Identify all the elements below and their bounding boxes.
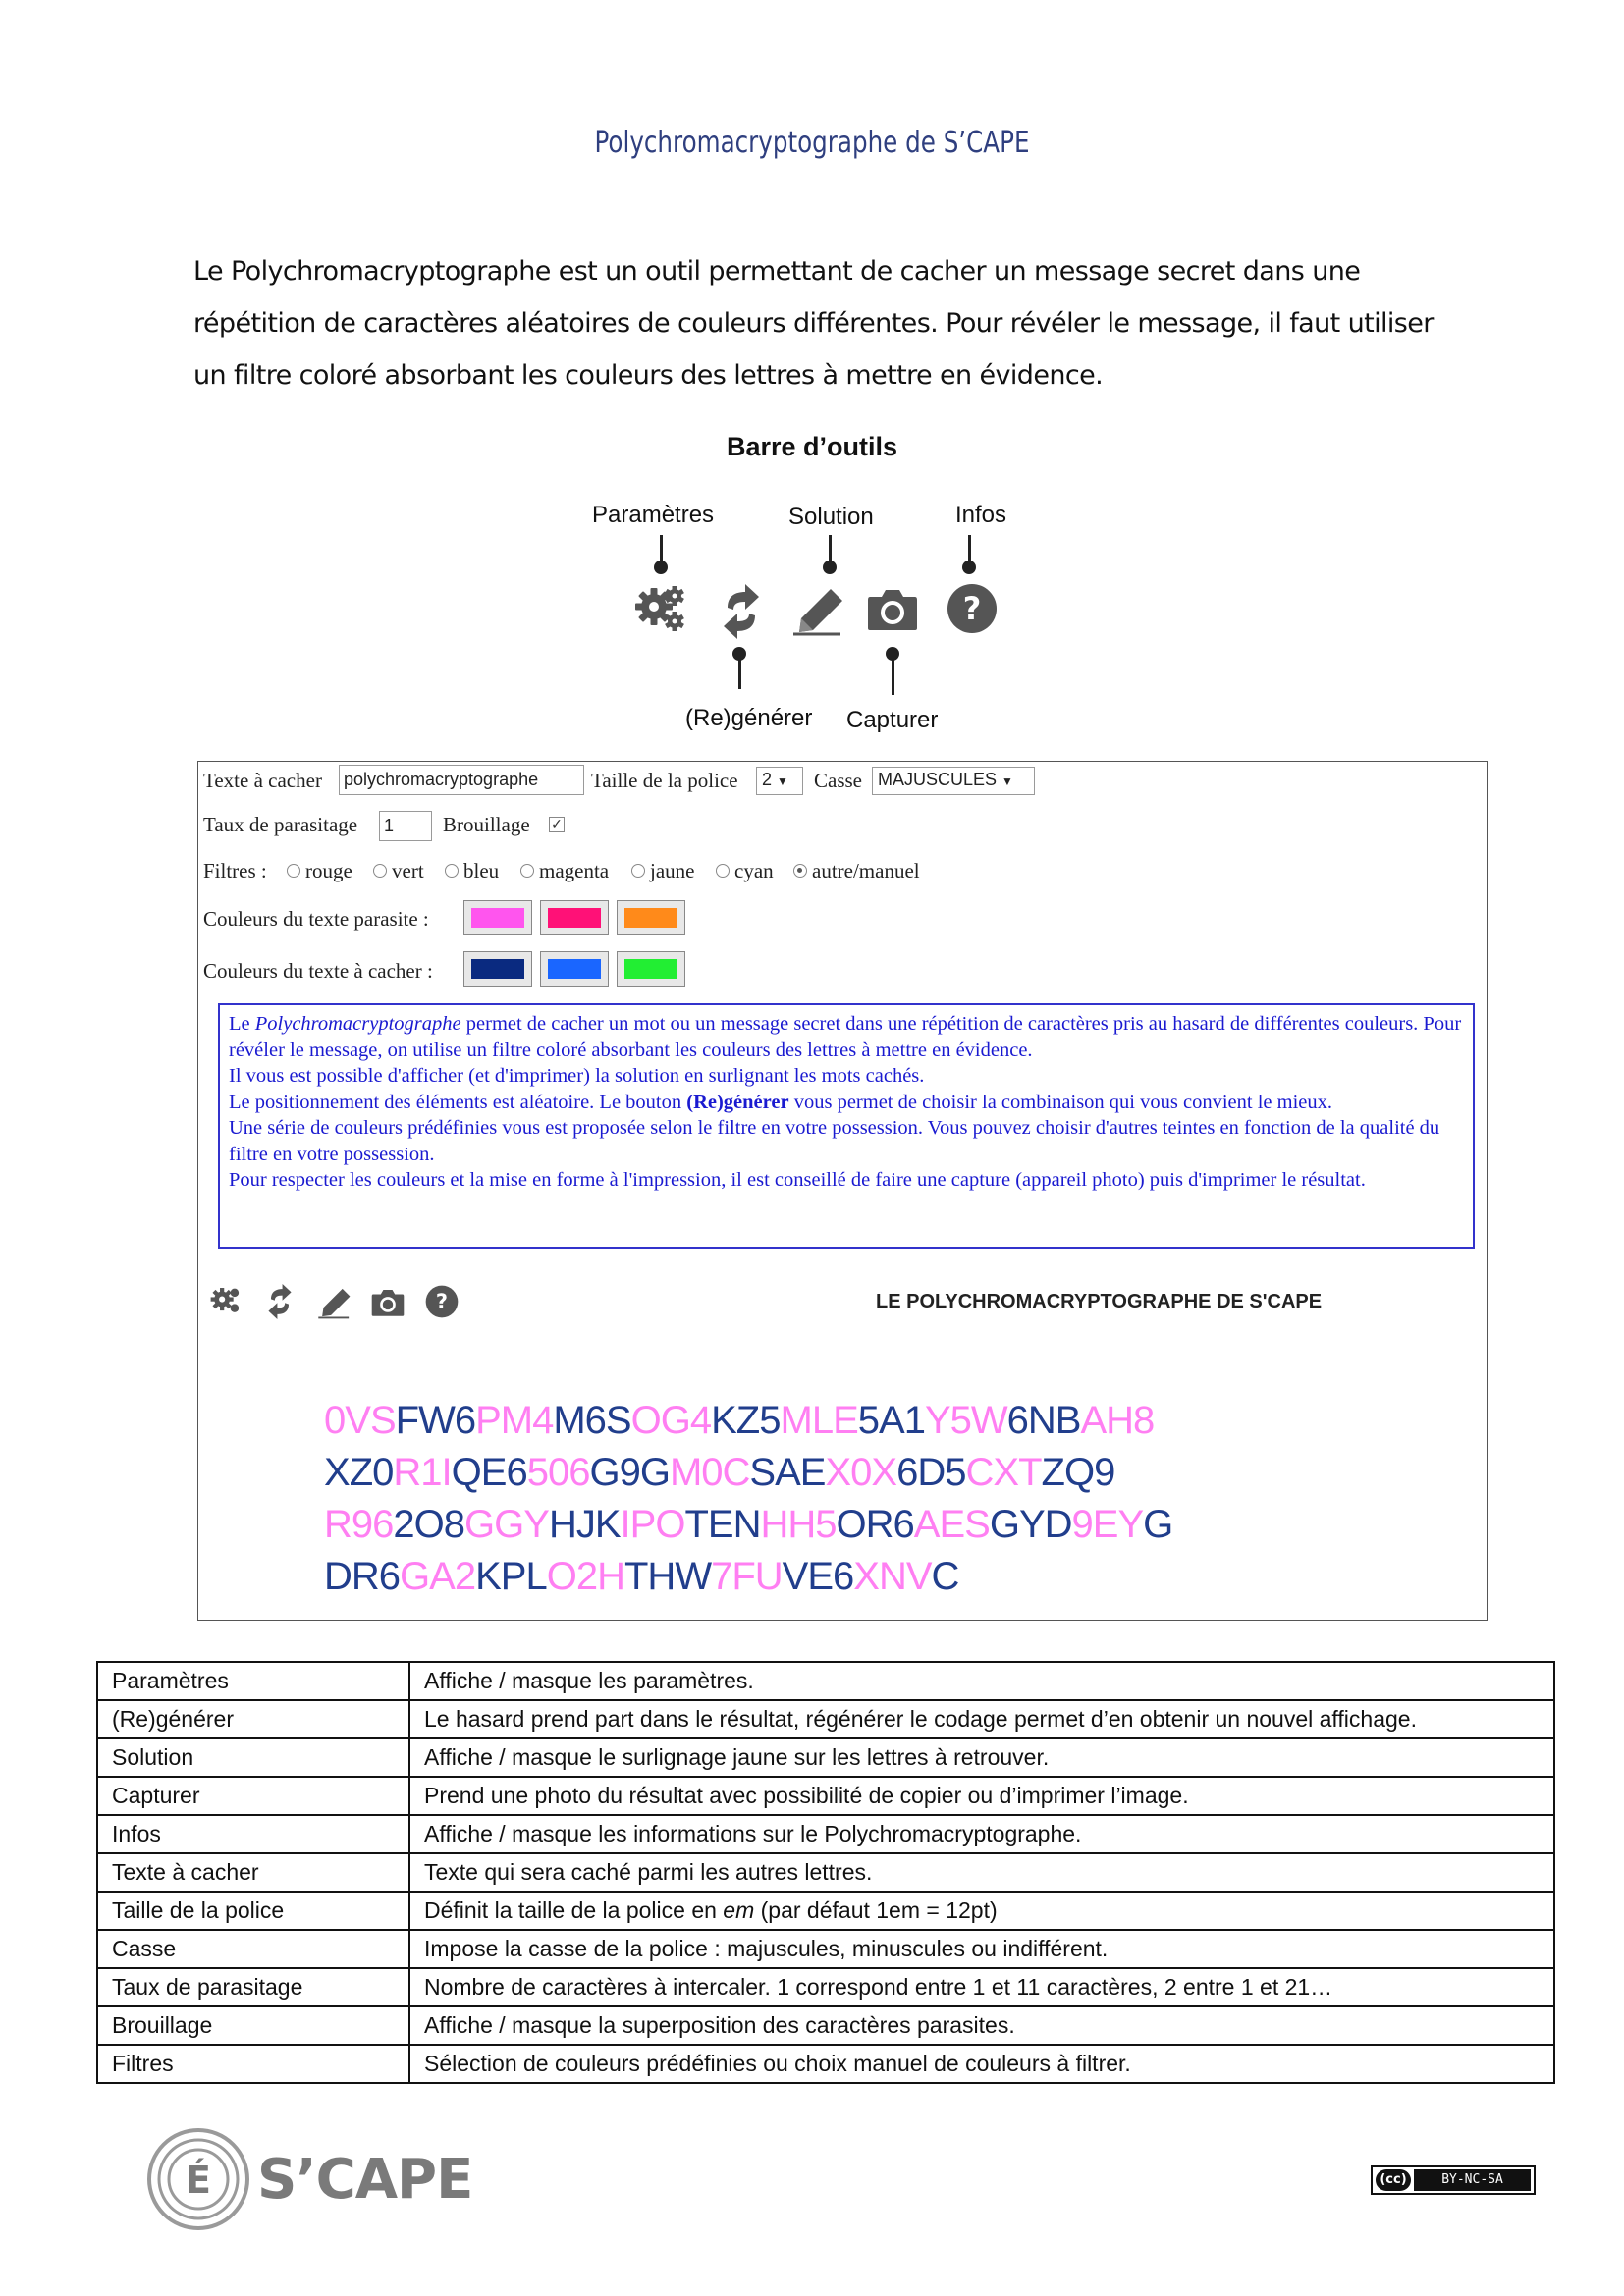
cipher-char: W [675,1555,712,1598]
cipher-char: E [480,1451,507,1494]
term-cell: Taille de la police [97,1892,409,1930]
pointer-dot [654,561,668,574]
svg-text:?: ? [962,590,982,627]
radio-button[interactable] [373,864,387,878]
casse-value: MAJUSCULES [878,770,998,789]
cipher-char: 0 [324,1399,346,1442]
hidden-color-swatch[interactable] [617,951,685,987]
cipher-char: N [878,1555,906,1598]
cipher-char: O [836,1503,866,1546]
cipher-char: M [500,1399,533,1442]
taux-label: Taux de parasitage [203,813,358,836]
cipher-char: 9 [619,1451,640,1494]
term-cell: Capturer [97,1777,409,1815]
cipher-char: 5 [949,1399,971,1442]
gears-icon [634,585,689,636]
cipher-char: H [760,1503,788,1546]
cipher-char: C [965,1451,994,1494]
taille-value: 2 [762,770,773,789]
desc-cell: Définit la taille de la police en em (par défaut 1em = 12pt) [409,1892,1554,1930]
cipher-char: C [722,1451,750,1494]
cipher-char: T [623,1555,648,1598]
cipher-char: E [833,1399,858,1442]
cipher-char: G [639,1451,670,1494]
cipher-char: D [917,1451,946,1494]
cipher-char: 6 [896,1451,918,1494]
cipher-char: C [931,1555,959,1598]
table-row [97,1968,1554,2006]
cipher-char: H [597,1555,624,1598]
info-box [218,1003,1475,1249]
refresh-icon[interactable] [267,1284,293,1319]
cipher-char: M [553,1399,585,1442]
label-solution: Solution [788,504,874,530]
cipher-char: X [324,1451,350,1494]
table-row [97,1853,1554,1892]
app-heading: LE POLYCHROMACRYPTOGRAPHE DE S'CAPE [876,1291,1323,1312]
term-cell: Infos [97,1815,409,1853]
term-cell: Brouillage [97,2006,409,2045]
cc-icon: (cc) [1376,2169,1411,2191]
filter-label: rouge [305,859,352,882]
license-text: BY-NC-SA [1414,2169,1531,2191]
term-cell: Casse [97,1930,409,1968]
cipher-char: U [754,1555,783,1598]
intro-paragraph: Le Polychromacryptographe est un outil permettant de cacher un message secret dans une répétition de caractères aléatoires de couleurs différentes. Pour révéler le message, il faut utiliser un filtre coloré absorbant les couleurs des lettres à mettre en évidence. [193,256,1434,391]
cipher-char: K [711,1399,736,1442]
cipher-char: A [913,1503,940,1546]
cipher-char: 1 [903,1399,925,1442]
pointer-dot [962,561,976,574]
label-capturer: Capturer [846,707,939,733]
cipher-char: I [620,1503,630,1546]
info-paragraph: Il vous est possible d'afficher (et d'imprimer) la solution en surlignant les mots cachés. [229,1065,925,1087]
filter-option-magenta[interactable] [520,859,609,883]
cipher-char: K [475,1555,501,1598]
camera-icon [866,587,919,632]
cipher-char: W [970,1399,1007,1442]
texte-label: Texte à cacher [203,769,322,792]
cipher-line [324,1399,1154,1443]
info-paragraph: Le Polychromacryptographe permet de cacher un mot ou un message secret dans une répétition de caractères pris au hasard de différentes couleurs. Pour révéler le message, on utilise un filtre coloré absorbant les couleurs des lettres à mettre en évidence. [229,1013,1462,1061]
question-icon[interactable] [425,1285,459,1318]
cipher-char: H [1106,1399,1134,1442]
cipher-char: 2 [575,1555,598,1598]
cipher-char: M [780,1399,812,1442]
dropdown-arrow-icon: ▼ [777,774,788,788]
filter-option-autre[interactable] [793,859,920,883]
cipher-char: Y [1117,1503,1144,1546]
cipher-line [324,1503,1172,1547]
cipher-char: 5 [945,1451,966,1494]
cipher-char: G [660,1399,690,1442]
hidden-color-swatch[interactable] [540,951,609,987]
term-cell: (Re)générer [97,1700,409,1738]
cipher-char: 6 [568,1451,590,1494]
cipher-char: G [400,1555,430,1598]
document-title: Polychromacryptographe de S’CAPE [594,126,1030,160]
cipher-char: X [825,1451,851,1494]
camera-icon[interactable] [370,1288,406,1317]
cipher-char: G [1143,1503,1173,1546]
term-cell: Paramètres [97,1662,409,1700]
cipher-char: 5 [815,1503,837,1546]
filter-option-rouge[interactable] [287,859,352,883]
desc-cell: Affiche / masque les informations sur le Polychromacryptographe. [409,1815,1554,1853]
cipher-char: 5 [857,1399,879,1442]
cipher-char: R [324,1503,352,1546]
cipher-char: B [1055,1399,1081,1442]
cipher-char: J [575,1503,595,1546]
taux-input[interactable] [379,811,432,841]
cipher-char: 6 [506,1451,527,1494]
cipher-char: M [669,1451,702,1494]
cipher-char: A [1080,1399,1107,1442]
desc-cell: Texte qui sera caché parmi les autres lettres. [409,1853,1554,1892]
filter-label: vert [392,859,424,882]
desc-cell: Sélection de couleurs prédéfinies ou choix manuel de couleurs à filtrer. [409,2045,1554,2083]
casse-select[interactable] [872,767,1035,795]
cipher-char: 8 [1133,1399,1155,1442]
filter-label: magenta [539,859,610,882]
filter-option-bleu[interactable] [445,859,499,883]
desc-cell: Prend une photo du résultat avec possibilité de copier ou d’imprimer l’image. [409,1777,1554,1815]
cipher-char: 9 [351,1503,373,1546]
cipher-char: 6 [584,1399,606,1442]
cipher-char: O [546,1555,576,1598]
cipher-char: P [500,1555,526,1598]
cipher-char: L [525,1555,547,1598]
brouillage-label: Brouillage [443,813,530,836]
cipher-char: 7 [711,1555,732,1598]
texte-input[interactable] [339,765,584,795]
table-row [97,1815,1554,1853]
cipher-char: E [707,1503,733,1546]
radio-button[interactable] [716,864,730,878]
parasite-color-swatch[interactable] [540,900,609,935]
cipher-char: G [589,1451,620,1494]
table-row [97,1700,1554,1738]
pencil-icon [791,585,846,636]
cipher-char: P [475,1399,501,1442]
cipher-char: 6 [893,1503,914,1546]
cipher-char: 2 [393,1503,414,1546]
taille-select[interactable] [756,767,803,795]
cipher-char: 0 [850,1451,872,1494]
question-icon [947,583,998,634]
cipher-char: W [418,1399,455,1442]
pointer-line [738,654,741,689]
filter-label: bleu [463,859,500,882]
cipher-char: 9 [1094,1451,1115,1494]
cipher-char: 0 [547,1451,569,1494]
pencil-icon[interactable] [317,1286,352,1319]
filter-label: cyan [734,859,774,882]
cipher-char: R [393,1451,421,1494]
cipher-char: 8 [443,1503,465,1546]
table-row [97,1892,1554,1930]
cipher-char: N [732,1503,761,1546]
desc-cell: Nombre de caractères à intercaler. 1 correspond entre 1 et 11 caractères, 2 entre 1 et 21… [409,1968,1554,2006]
cipher-char: 6 [1006,1399,1028,1442]
cipher-char: Y [1018,1503,1045,1546]
cipher-char: O [630,1399,661,1442]
cipher-char: T [684,1503,708,1546]
table-row [97,1930,1554,1968]
cipher-char: G [989,1503,1019,1546]
filter-option-cyan[interactable] [716,859,774,883]
cipher-char: Y [924,1399,950,1442]
cipher-char: Z [1041,1451,1064,1494]
info-paragraph: Pour respecter les couleurs et la mise en forme à l'impression, il est conseillé de faire une capture (appareil photo) puis d'imprimer le résultat. [229,1169,1366,1191]
parasite-color-swatch[interactable] [617,900,685,935]
cipher-char: H [548,1503,576,1546]
cipher-char: R [865,1503,893,1546]
cipher-char: P [629,1503,656,1546]
cipher-char: 4 [689,1399,712,1442]
cipher-char: F [395,1399,419,1442]
cipher-char: R [351,1555,379,1598]
info-paragraph: Une série de couleurs prédéfinies vous est proposée selon le filtre en votre possession. Vous pouvez choisir d'autres teintes en fonction de la qualité du filtre en votre possession. [229,1117,1440,1165]
cipher-char: E [939,1503,965,1546]
parasite-colors-label: Couleurs du texte parasite : [203,907,429,931]
desc-cell: Affiche / masque les paramètres. [409,1662,1554,1700]
cipher-char: 6 [454,1399,476,1442]
cipher-char: X [871,1451,897,1494]
cipher-char: Z [349,1451,373,1494]
pointer-dot [823,561,837,574]
cipher-char: X [993,1451,1019,1494]
cipher-line [324,1555,958,1599]
casse-label: Casse [814,769,862,792]
cipher-char: 6 [372,1503,394,1546]
cipher-char: V [905,1555,932,1598]
term-cell: Solution [97,1738,409,1777]
cipher-char: H [787,1503,816,1546]
cipher-char: A [879,1399,904,1442]
cipher-char: 5 [759,1399,781,1442]
cipher-char: Z [735,1399,760,1442]
cipher-char: A [775,1451,800,1494]
label-infos: Infos [955,502,1007,528]
filter-option-jaune[interactable] [631,859,694,883]
radio-button[interactable] [631,864,645,878]
table-row [97,2006,1554,2045]
toolbar-heading: Barre d’outils [726,432,898,461]
desc-cell: Affiche / masque la superposition des caractères parasites. [409,2006,1554,2045]
cipher-char: X [853,1555,879,1598]
cipher-char: 6 [833,1555,854,1598]
cipher-char: S [749,1451,776,1494]
cipher-char: Q [1063,1451,1095,1494]
filter-option-vert[interactable] [373,859,424,883]
radio-button[interactable] [287,864,300,878]
logo-text: S’CAPE [257,2148,473,2212]
term-cell: Filtres [97,2045,409,2083]
cipher-char: E [799,1451,826,1494]
cipher-line [324,1451,1114,1495]
cipher-char: K [594,1503,621,1546]
cipher-char: S [605,1399,631,1442]
cipher-char: G [494,1503,524,1546]
cipher-char: 5 [526,1451,548,1494]
cipher-char: T [1018,1451,1042,1494]
term-cell: Taux de parasitage [97,1968,409,2006]
term-cell: Texte à cacher [97,1853,409,1892]
scape-logo-icon [145,2126,251,2232]
cipher-char: 0 [701,1451,723,1494]
cipher-char: I [441,1451,452,1494]
desc-cell: Impose la casse de la police : majuscules, minuscules ou indifférent. [409,1930,1554,1968]
filtres-label: Filtres : [203,859,267,882]
radio-button[interactable] [520,864,534,878]
label-regenerer: (Re)générer [685,705,813,731]
license-badge [1371,2165,1536,2195]
table-row [97,1777,1554,1815]
cipher-char: S [964,1503,990,1546]
cipher-char: 2 [454,1555,476,1598]
cipher-char: S [369,1399,396,1442]
table-row [97,1738,1554,1777]
cipher-char: G [464,1503,495,1546]
cipher-char: E [807,1555,834,1598]
cipher-char: Y [523,1503,549,1546]
cipher-char: 4 [532,1399,554,1442]
radio-button-selected[interactable] [793,864,807,878]
cipher-char: N [1027,1399,1056,1442]
cipher-char: V [782,1555,808,1598]
filter-label: autre/manuel [812,859,920,882]
cipher-char: D [324,1555,352,1598]
desc-cell: Le hasard prend part dans le résultat, régénérer le codage permet d’en obtenir un nouvel affichage. [409,1700,1554,1738]
cipher-char: F [731,1555,755,1598]
dropdown-arrow-icon: ▼ [1001,774,1013,788]
cipher-char: 1 [420,1451,442,1494]
table-row [97,2045,1554,2083]
refresh-icon [722,584,761,639]
radio-button[interactable] [445,864,459,878]
hidden-color-swatch[interactable] [463,951,532,987]
pointer-line [892,654,894,695]
parasite-color-swatch[interactable] [463,900,532,935]
cipher-char: E [1092,1503,1118,1546]
label-parametres: Paramètres [592,502,715,528]
cipher-char: H [647,1555,676,1598]
cipher-char: 6 [378,1555,401,1598]
cipher-char: O [655,1503,685,1546]
brouillage-checkbox[interactable]: ✓ [549,817,565,832]
reference-table [96,1661,1555,2084]
cipher-char: 9 [1071,1503,1093,1546]
cipher-char: A [429,1555,455,1598]
hidden-colors-label: Couleurs du texte à cacher : [203,959,433,983]
cipher-char: Q [451,1451,481,1494]
cipher-char: D [1044,1503,1072,1546]
filter-label: jaune [650,859,695,882]
cipher-char: O [413,1503,444,1546]
taille-label: Taille de la police [591,769,738,792]
svg-text:?: ? [435,1290,449,1314]
cipher-char: V [345,1399,370,1442]
desc-cell: Affiche / masque le surlignage jaune sur les lettres à retrouver. [409,1738,1554,1777]
table-row [97,1662,1554,1700]
logo-letter: É [186,2159,211,2202]
info-paragraph: Le positionnement des éléments est aléatoire. Le bouton (Re)générer vous permet de choisir la combinaison qui vous convient le mieux. [229,1091,1332,1113]
gears-icon[interactable] [210,1286,244,1317]
cipher-output [324,1384,1404,1620]
cipher-char: 0 [372,1451,394,1494]
cipher-char: L [811,1399,834,1442]
